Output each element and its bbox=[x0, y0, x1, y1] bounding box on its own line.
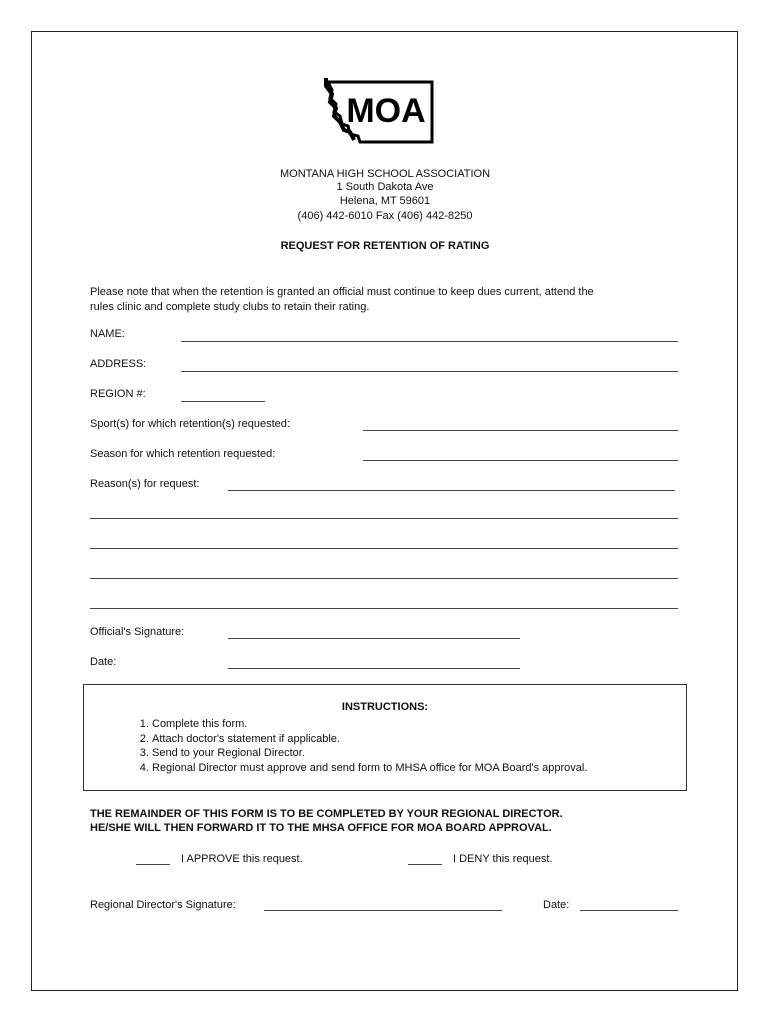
season-field[interactable] bbox=[363, 460, 678, 461]
name-label: NAME: bbox=[90, 328, 125, 340]
director-date-field[interactable] bbox=[580, 910, 678, 911]
sports-label: Sport(s) for which retention(s) requested: bbox=[90, 418, 290, 430]
approve-checkbox-line[interactable] bbox=[136, 864, 170, 865]
instruction-item: 1. Complete this form. bbox=[152, 717, 587, 732]
date-field[interactable] bbox=[228, 668, 520, 669]
remainder-notice-line-2: HE/SHE WILL THEN FORWARD IT TO THE MHSA OFFICE FOR MOA BOARD APPROVAL. bbox=[90, 822, 552, 834]
reasons-field[interactable] bbox=[228, 490, 675, 491]
signature-field[interactable] bbox=[228, 638, 520, 639]
note-line-2: rules clinic and complete study clubs to retain their rating. bbox=[90, 301, 370, 313]
note-line-1: Please note that when the retention is granted an official must continue to keep dues current, attend the bbox=[90, 286, 594, 298]
season-label: Season for which retention requested: bbox=[90, 448, 276, 460]
name-field[interactable] bbox=[181, 341, 678, 342]
region-field[interactable] bbox=[181, 401, 265, 402]
instructions-list bbox=[136, 717, 587, 775]
director-signature-label: Regional Director's Signature: bbox=[90, 899, 236, 911]
instruction-item: 2. Attach doctor's statement if applicable. bbox=[152, 732, 587, 747]
reasons-line-4[interactable] bbox=[90, 578, 678, 579]
logo-text: MOA bbox=[346, 92, 426, 130]
moa-logo bbox=[320, 76, 440, 146]
instructions-title: INSTRUCTIONS: bbox=[341, 701, 429, 713]
instructions-box bbox=[83, 684, 687, 791]
reasons-line-2[interactable] bbox=[90, 518, 678, 519]
date-label: Date: bbox=[90, 656, 117, 668]
reasons-label: Reason(s) for request: bbox=[90, 478, 200, 490]
deny-checkbox-line[interactable] bbox=[408, 864, 442, 865]
remainder-notice-line-1: THE REMAINDER OF THIS FORM IS TO BE COMPLETED BY YOUR REGIONAL DIRECTOR. bbox=[90, 808, 563, 820]
org-phone: (406) 442-6010 Fax (406) 442-8250 bbox=[297, 210, 473, 222]
instruction-item: 3. Send to your Regional Director. bbox=[152, 746, 587, 761]
form-title: REQUEST FOR RETENTION OF RATING bbox=[280, 240, 490, 252]
sports-field[interactable] bbox=[363, 430, 678, 431]
org-name: MONTANA HIGH SCHOOL ASSOCIATION bbox=[279, 168, 491, 180]
reasons-line-3[interactable] bbox=[90, 548, 678, 549]
instruction-item: 4. Regional Director must approve and send form to MHSA office for MOA Board's approval. bbox=[152, 761, 587, 776]
director-signature-field[interactable] bbox=[264, 910, 502, 911]
address-label: ADDRESS: bbox=[90, 358, 147, 370]
signature-label: Official's Signature: bbox=[90, 626, 185, 638]
reasons-line-5[interactable] bbox=[90, 608, 678, 609]
address-field[interactable] bbox=[181, 371, 678, 372]
deny-label: I DENY this request. bbox=[453, 853, 553, 865]
org-address-line2: Helena, MT 59601 bbox=[339, 195, 431, 207]
approve-label: I APPROVE this request. bbox=[181, 853, 303, 865]
director-date-label: Date: bbox=[543, 899, 570, 911]
region-label: REGION #: bbox=[90, 388, 146, 400]
org-address-line1: 1 South Dakota Ave bbox=[336, 181, 434, 193]
